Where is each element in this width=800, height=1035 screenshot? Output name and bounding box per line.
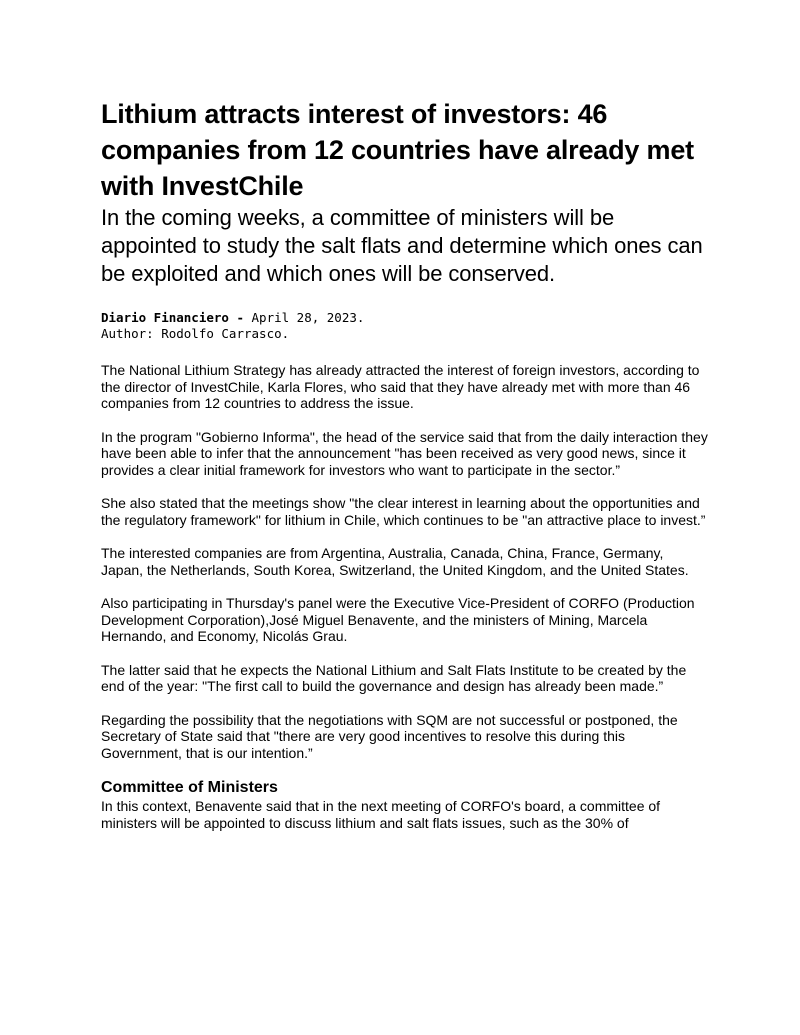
paragraph: She also stated that the meetings show "the clear interest in learning about the opportunities and the regulatory framework" for lithium in Chile, which continues to be "an attractive place to invest.” [101,495,706,528]
paragraph: Also participating in Thursday's panel were the Executive Vice-President of CORFO (Production Development Corporation),José Miguel Benavente, and the ministers of Mining, Marcela Hernando, and Economy, Nicolás Grau. [101,595,695,644]
byline [101,310,709,342]
article-subheadline: In the coming weeks, a committee of ministers will be appointed to study the salt flats and determine which ones can be exploited and which ones will be conserved. [101,205,703,286]
paragraph: In the program "Gobierno Informa", the head of the service said that from the daily interaction they have been able to infer that the announcement "has been received as very good news, since it provides a clear initial framework for investors who want to participate in the sector.” [101,428,708,478]
section-paragraph: In this context, Benavente said that in the next meeting of CORFO's board, a committee of ministers will be appointed to discuss lithium and salt flats issues, such as the 30% of [101,798,661,831]
paragraph: The National Lithium Strategy has already attracted the interest of foreign investors, according to the director of InvestChile, Karla Flores, who said that they have already met with more than 46 companies from 12 countries to address the issue. [101,362,700,411]
paragraph: Regarding the possibility that the negotiations with SQM are not successful or postponed, the Secretary of State said that "there are very good incentives to resolve this during this Government, that is our intention.” [101,711,678,761]
publish-date: April 28, 2023. [244,310,365,325]
section-heading: Committee of Ministers [101,779,278,796]
paragraph: The latter said that he expects the National Lithium and Salt Flats Institute to be created by the end of the year: "The first call to build the governance and design has already been made.” [101,661,687,694]
source-name: Diario Financiero - [101,310,244,325]
author-line: Author: Rodolfo Carrasco. [101,326,290,341]
article-headline: Lithium attracts interest of investors: 46 companies from 12 countries have already met with InvestChile [101,99,694,201]
paragraph: The interested companies are from Argentina, Australia, Canada, China, France, Germany, Japan, the Netherlands, South Korea, Switzerland, the United Kingdom, and the United States. [101,545,689,578]
source-date-line [101,310,709,326]
article-body [101,96,709,831]
